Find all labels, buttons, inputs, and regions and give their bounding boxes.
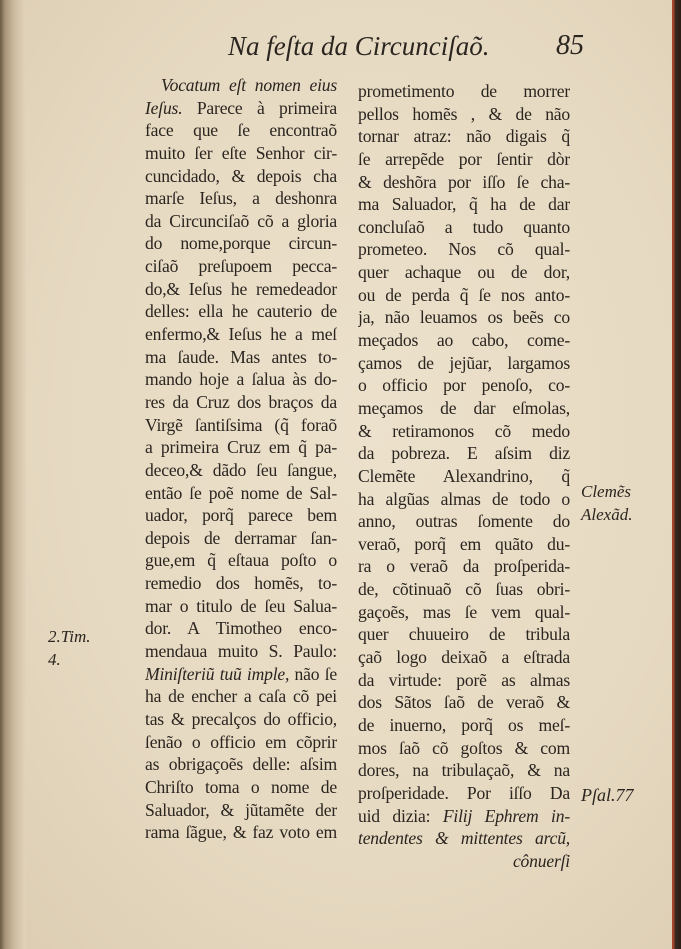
right-text-column [358, 80, 570, 872]
roman-text: gaçoẽs, mas ſe vem qual- [358, 601, 570, 622]
text-line [145, 595, 337, 618]
text-line [358, 805, 570, 828]
text-line [145, 97, 337, 120]
text-line [358, 216, 570, 239]
margin-note-clement [581, 480, 632, 526]
left-text-column [145, 74, 337, 844]
text-line [145, 346, 337, 369]
text-line [358, 578, 570, 601]
roman-text: tornar atraz: não digais q̃ [358, 126, 570, 147]
text-line [145, 482, 337, 505]
text-line [145, 459, 337, 482]
text-line [358, 759, 570, 782]
text-line [358, 510, 570, 533]
roman-text: o officio por penoſo, co- [358, 375, 570, 396]
roman-text: mando hoje a ſalua às do- [145, 369, 337, 390]
text-line [358, 193, 570, 216]
roman-text: uid dizia: [358, 805, 443, 826]
roman-text: mos ſaõ cõ goſtos & com [358, 737, 570, 758]
roman-text: quer chuueiro de tribula [358, 624, 570, 645]
roman-text: quer achaque ou de dor, [358, 262, 570, 283]
text-line [145, 731, 337, 754]
roman-text: da Circunciſaõ cõ a gloria [145, 210, 337, 231]
page-number: 85 [556, 30, 584, 61]
roman-text: rama ſãgue, & faz voto em [145, 822, 337, 843]
roman-text: do nome,porque circun- [145, 233, 337, 254]
italic-text: tendentes & mittentes arcũ, [358, 828, 570, 849]
roman-text: veraõ, porq̃ em quãto du- [358, 533, 570, 554]
roman-text: çamos de jejũar, largamos [358, 352, 570, 373]
margin-note-line: 4. [48, 650, 61, 669]
text-line [145, 708, 337, 731]
roman-text: & deshõra por iſſo ſe cha- [358, 171, 570, 192]
text-line [358, 352, 570, 375]
text-line [145, 210, 337, 233]
text-line [145, 663, 337, 686]
roman-text: não ſe [289, 663, 337, 684]
text-line [145, 255, 337, 278]
text-line [358, 533, 570, 556]
text-line [358, 555, 570, 578]
roman-text: çaõ logo deixaõ a eſtrada [358, 647, 570, 668]
roman-text: prometeo. Nos cõ qual- [358, 239, 570, 260]
italic-text: cônuerſi [512, 850, 570, 871]
roman-text: Virgẽ ſantiſsima (q̃ foraõ [145, 414, 337, 435]
text-line [145, 799, 337, 822]
text-line [358, 691, 570, 714]
roman-text: ha algũas almas de todo o [358, 488, 570, 509]
roman-text: concluſaõ a tudo quanto [358, 216, 570, 237]
roman-text: depois de derramar ſan- [145, 527, 337, 548]
text-line [358, 397, 570, 420]
text-line [358, 442, 570, 465]
text-line [145, 572, 337, 595]
roman-text: dos Sãtos ſaõ de veraõ & [358, 692, 570, 713]
margin-note-timothy [48, 625, 91, 671]
italic-text: Vocatum eſt nomen eius [161, 75, 337, 95]
roman-text: proſperidade. Por iſſo Da [358, 782, 570, 803]
margin-note-line: Alexãd. [581, 505, 633, 524]
roman-text: de, cõtinuaõ cõ ſuas obri- [358, 579, 570, 600]
roman-text: & retiramonos cõ medo [358, 420, 570, 441]
italic-text: Ieſus. [145, 97, 183, 118]
roman-text: mar o titulo de ſeu Salua- [145, 595, 337, 616]
text-line [358, 261, 570, 284]
text-line [145, 527, 337, 550]
text-line [358, 646, 570, 669]
text-line [145, 232, 337, 255]
text-line [358, 827, 570, 850]
roman-text: marſe Ieſus, a deshonra [145, 188, 337, 209]
roman-text: da pobreza. E aſsim diz [358, 443, 570, 464]
roman-text: prometimento de morrer [358, 81, 570, 101]
roman-text: muito ſer eſte Senhor cir- [145, 142, 337, 163]
roman-text: a primeira Cruz em q̃ pa- [145, 437, 337, 458]
text-line [145, 142, 337, 165]
roman-text: ou de perda q̃ ſe nos anto- [358, 284, 570, 305]
text-line [358, 850, 570, 873]
roman-text: uador, porq̃ parece bem [145, 505, 337, 526]
roman-text: deceo,& dãdo ſeu ſangue, [145, 459, 337, 480]
running-title: Na feſta da Circunciſaõ. [228, 31, 490, 61]
text-line [358, 465, 570, 488]
text-line [145, 753, 337, 776]
roman-text: ra o veraõ da proſperida- [358, 556, 570, 577]
roman-text: enfermo,& Ieſus he a meſ [145, 324, 337, 345]
page-right-edge [672, 0, 681, 949]
text-line [145, 391, 337, 414]
text-line [358, 488, 570, 511]
text-line [145, 617, 337, 640]
roman-text: Saluador, & jũtamẽte der [145, 799, 337, 820]
roman-text: face que ſe encontraõ [145, 120, 337, 141]
text-line [145, 640, 337, 663]
italic-text: Miniſteriũ tuũ imple, [145, 663, 290, 684]
roman-text: tas & precalços do officio, [145, 708, 337, 729]
roman-text: Parece à primeira [182, 97, 337, 118]
roman-text: ſe arrepẽde por ſentir dòr [358, 148, 570, 169]
text-line [145, 776, 337, 799]
roman-text: Clemẽte Alexandrino, q̃ [358, 465, 570, 486]
text-line [358, 238, 570, 261]
text-line [358, 171, 570, 194]
text-line [358, 601, 570, 624]
text-line [358, 329, 570, 352]
roman-text: meçados ao cabo, come- [358, 330, 570, 351]
roman-text: cuncidado, & depois cha [145, 165, 337, 186]
text-line [358, 420, 570, 443]
text-line [145, 504, 337, 527]
text-line [358, 669, 570, 692]
text-line [145, 549, 337, 572]
text-line [145, 323, 337, 346]
roman-text: ma Saluador, q̃ ha de dar [358, 194, 570, 215]
text-line [145, 187, 337, 210]
text-line [358, 103, 570, 126]
roman-text: remedio dos homẽs, to- [145, 573, 337, 594]
text-line [145, 278, 337, 301]
roman-text: ja, não leuamos os beẽs co [358, 307, 570, 328]
roman-text: dores, na tribulaçaõ, & na [358, 760, 570, 781]
text-line [358, 737, 570, 760]
text-line [145, 414, 337, 437]
text-line [358, 125, 570, 148]
book-binding-edge [0, 0, 26, 949]
roman-text: ciſaõ preſupoem pecca- [145, 256, 337, 277]
text-line [145, 368, 337, 391]
text-line [358, 148, 570, 171]
text-line [145, 165, 337, 188]
text-line [358, 306, 570, 329]
roman-text: de inuerno, porq̃ os meſ- [358, 714, 570, 735]
roman-text: gue,em q̃ eſtaua poſto o [145, 550, 337, 571]
roman-text: ma ſaude. Mas antes to- [145, 346, 337, 367]
text-line [145, 821, 337, 844]
text-line [358, 714, 570, 737]
text-line [145, 436, 337, 459]
margin-note-line: 2.Tim. [48, 627, 91, 646]
roman-text: as obrigaçoẽs delle: aſsim [145, 754, 337, 775]
text-line [358, 782, 570, 805]
text-line [145, 119, 337, 142]
margin-note-line: Clemẽs [581, 482, 632, 501]
roman-text: delles: ella he cauterio de [145, 301, 337, 322]
text-line [358, 623, 570, 646]
roman-text: da virtude: porẽ as almas [358, 669, 570, 690]
text-line [145, 74, 337, 97]
text-line [358, 284, 570, 307]
roman-text: ſenão o officio em cõprir [145, 731, 337, 752]
roman-text: então ſe poẽ nome de Sal- [145, 482, 337, 503]
roman-text: do,& Ieſus he remedeador [145, 278, 337, 299]
roman-text: Chriſto toma o nome de [145, 776, 337, 797]
text-line [145, 685, 337, 708]
roman-text: meçamos de dar eſmolas, [358, 397, 570, 418]
roman-text: pellos homẽs , & de não [358, 103, 570, 124]
roman-text: anno, outras ſomente do [358, 511, 570, 532]
text-line [145, 300, 337, 323]
text-line [358, 80, 570, 103]
text-line [358, 374, 570, 397]
roman-text: mendaua muito S. Paulo: [145, 641, 337, 662]
margin-note-psalm: Pſal.77 [581, 785, 634, 805]
roman-text: dor. A Timotheo enco- [145, 618, 337, 639]
roman-text: res da Cruz dos braços da [145, 391, 337, 412]
roman-text: ha de encher a caſa cõ pei [145, 686, 337, 707]
italic-text: Filij Ephrem in- [442, 805, 570, 826]
